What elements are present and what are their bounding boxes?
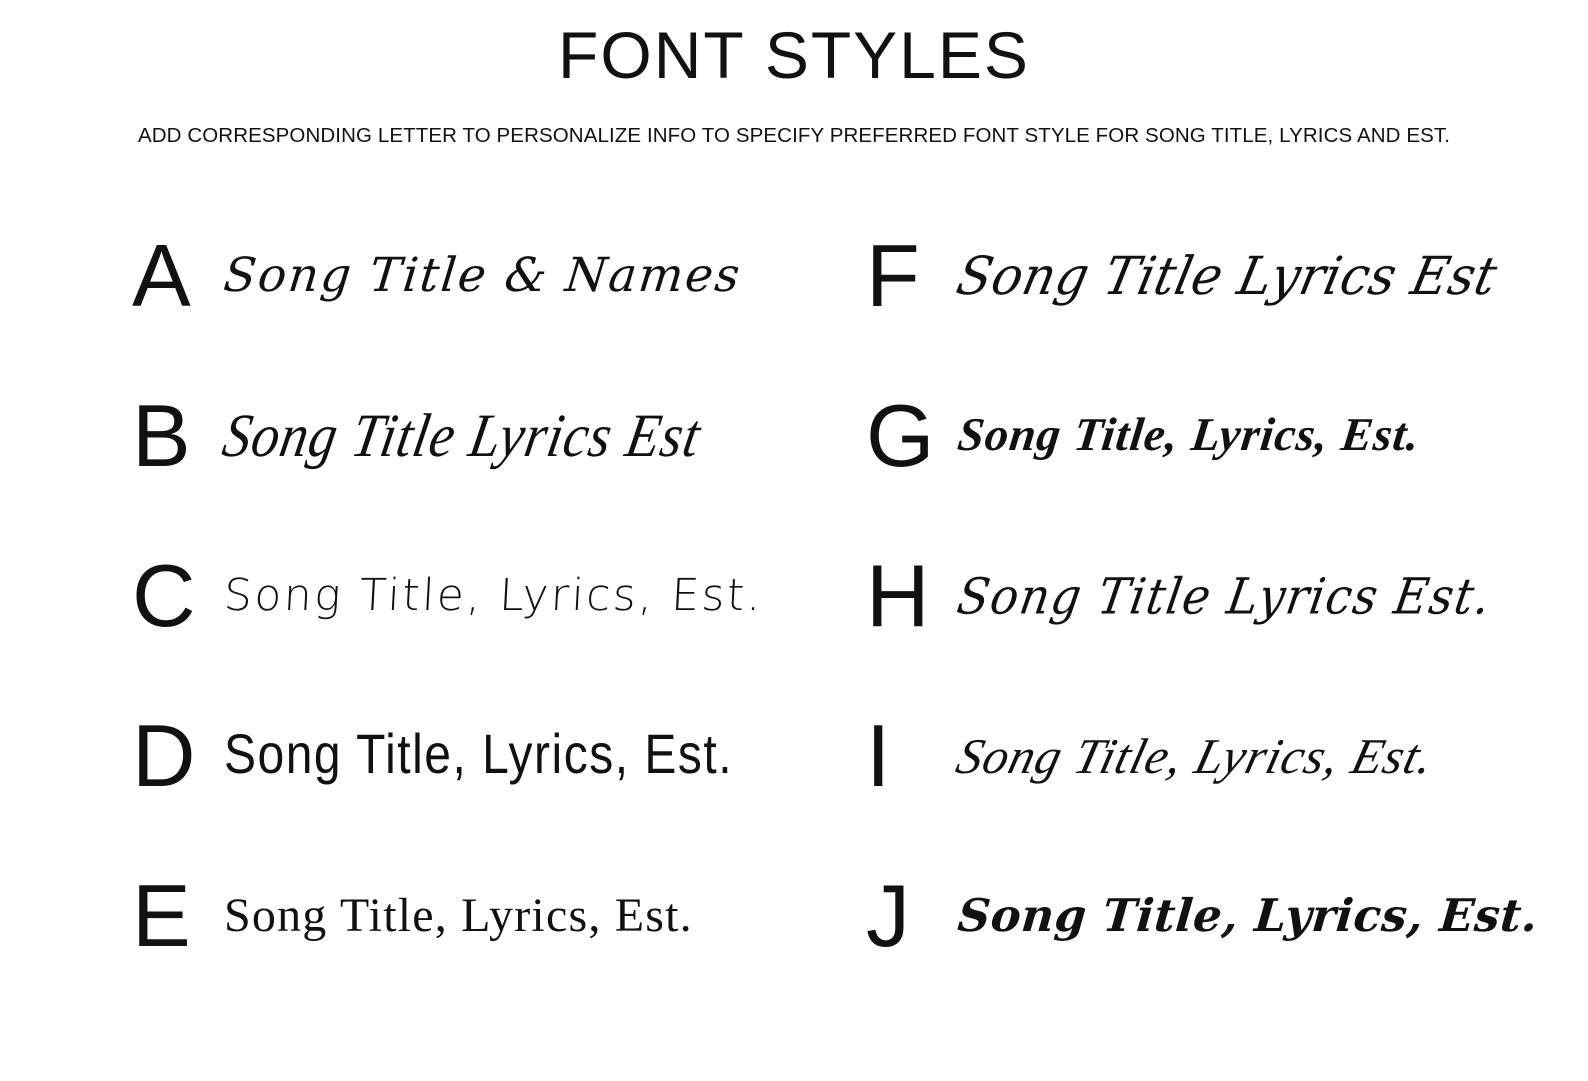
- font-style-row: [866, 356, 1588, 516]
- font-style-sample-b: Song Title Lyrics Est: [218, 401, 707, 470]
- page-title: FONT STYLES: [558, 18, 1030, 92]
- font-style-sample-j: Song Title, Lyrics, Est.: [955, 889, 1541, 943]
- font-style-letter-b: B: [132, 386, 191, 485]
- font-style-row: [866, 836, 1588, 996]
- font-style-letter-i: I: [866, 706, 891, 805]
- font-style-letter-g: G: [866, 386, 935, 485]
- font-style-column-left: [0, 196, 794, 996]
- font-style-sample-f: Song Title Lyrics Est: [951, 245, 1503, 307]
- font-style-sample-g: Song Title, Lyrics, Est.: [954, 409, 1424, 462]
- font-style-column-right: [794, 196, 1588, 996]
- font-style-letter-e: E: [132, 866, 191, 965]
- font-style-sample-h: Song Title Lyrics Est.: [953, 566, 1496, 625]
- font-style-sample-d: Song Title, Lyrics, Est.: [224, 724, 734, 786]
- font-style-sample-i: Song Title, Lyrics, Est.: [951, 727, 1441, 784]
- font-style-letter-j: J: [866, 866, 910, 965]
- font-style-columns: [0, 196, 1588, 996]
- font-style-letter-c: C: [132, 546, 196, 645]
- font-style-row: [866, 516, 1588, 676]
- font-style-row: [132, 516, 794, 676]
- font-style-row: [132, 676, 794, 836]
- font-style-row: [132, 196, 794, 356]
- font-style-row: [866, 196, 1588, 356]
- font-style-sample-e: Song Title, Lyrics, Est.: [224, 888, 693, 942]
- font-style-row: [866, 676, 1588, 836]
- font-style-letter-d: D: [132, 706, 196, 805]
- page-subtitle: ADD CORRESPONDING LETTER TO PERSONALIZE INFO TO SPECIFY PREFERRED FONT STYLE FOR SONG TITLE, LYRICS AND EST.: [137, 124, 1451, 147]
- font-style-sample-c: Song Title, Lyrics, Est.: [222, 569, 765, 621]
- font-style-letter-f: F: [866, 226, 920, 325]
- font-style-row: [132, 836, 794, 996]
- font-style-row: [132, 356, 794, 516]
- font-styles-page: [0, 18, 1588, 1081]
- font-style-letter-a: A: [132, 226, 191, 325]
- font-style-letter-h: H: [866, 546, 930, 645]
- font-style-sample-a: Song Title & Names: [221, 248, 745, 304]
